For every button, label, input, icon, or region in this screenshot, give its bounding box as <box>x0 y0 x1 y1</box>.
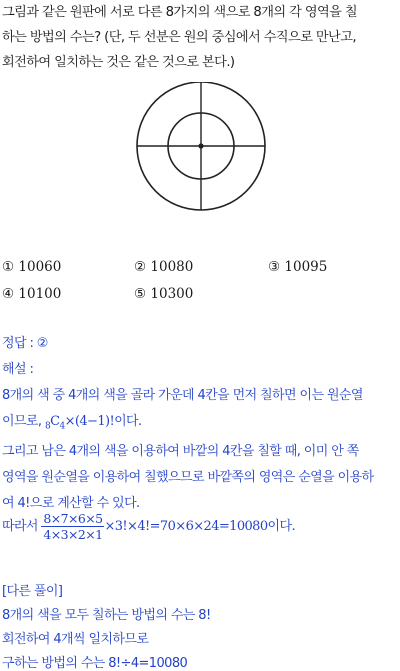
explanation-line-2 <box>2 410 400 432</box>
alt-solution-label: [다른 풀이] <box>2 584 63 599</box>
choice-3[interactable] <box>268 259 327 275</box>
explanation-line-3: 그리고 남은 4개의 색을 이용하여 바깥의 4칸을 칠할 때, 이미 안 쪽 <box>2 444 359 459</box>
choice-value: 10080 <box>150 259 194 275</box>
choice-number: ② <box>134 259 147 275</box>
explanation-line-4: 영역을 원순열을 이용하여 칠했으므로 바깥쪽의 영역은 순열을 이용하 <box>2 470 374 485</box>
choice-number: ③ <box>268 259 281 275</box>
explanation-text: 이므로, <box>2 414 45 429</box>
alt-solution-line-3: 구하는 방법의 수는 8!÷4=10080 <box>2 656 188 671</box>
explanation-label: 해설 : <box>2 362 34 377</box>
choice-number: ④ <box>2 286 15 302</box>
explanation-formula: ×(4−1)!이다. <box>64 414 142 429</box>
choice-1[interactable] <box>2 259 61 275</box>
question-line-1: 그림과 같은 원판에 서로 다른 8가지의 색으로 8개의 각 영역을 칠 <box>2 5 357 20</box>
combination-notation: $_8C_4$ <box>44 414 65 432</box>
center-dot <box>198 143 203 148</box>
choice-2[interactable] <box>134 259 193 275</box>
alt-solution-line-2: 회전하여 4개씩 일치하므로 <box>2 632 149 647</box>
fraction-denominator: 4×3×2×1 <box>43 527 103 542</box>
explanation-formula: ×3!×4!=70×6×24=10080이다. <box>104 519 295 534</box>
choice-number: ⑤ <box>134 286 147 302</box>
question <box>2 0 400 75</box>
question-line-3: 회전하여 일치하는 것은 같은 것으로 본다.) <box>2 55 235 70</box>
alt-solution-line-1: 8개의 색을 모두 칠하는 방법의 수는 8! <box>2 608 211 623</box>
explanation-line-1: 8개의 색 중 4개의 색을 골라 가운데 4칸을 먼저 칠하면 이는 원순열 <box>2 388 363 403</box>
fraction-numerator: 8×7×6×5 <box>43 511 103 526</box>
answer-label: 정답 : ② <box>2 336 48 351</box>
choice-4[interactable] <box>2 286 61 302</box>
explanation-line-6 <box>2 511 400 542</box>
choice-value: 10100 <box>18 286 62 302</box>
choice-value: 10060 <box>18 259 62 275</box>
circle-diagram <box>131 82 271 222</box>
explanation-line-5: 여 4!으로 계산할 수 있다. <box>2 496 140 511</box>
choice-number: ① <box>2 259 15 275</box>
choice-value: 10300 <box>150 286 194 302</box>
question-line-2: 하는 방법의 수는? (단, 두 선분은 원의 중심에서 수직으로 만난고, <box>2 30 356 45</box>
choice-value: 10095 <box>284 259 328 275</box>
choice-5[interactable] <box>134 286 193 302</box>
fraction <box>41 511 104 542</box>
explanation-text: 따라서 <box>2 519 42 534</box>
